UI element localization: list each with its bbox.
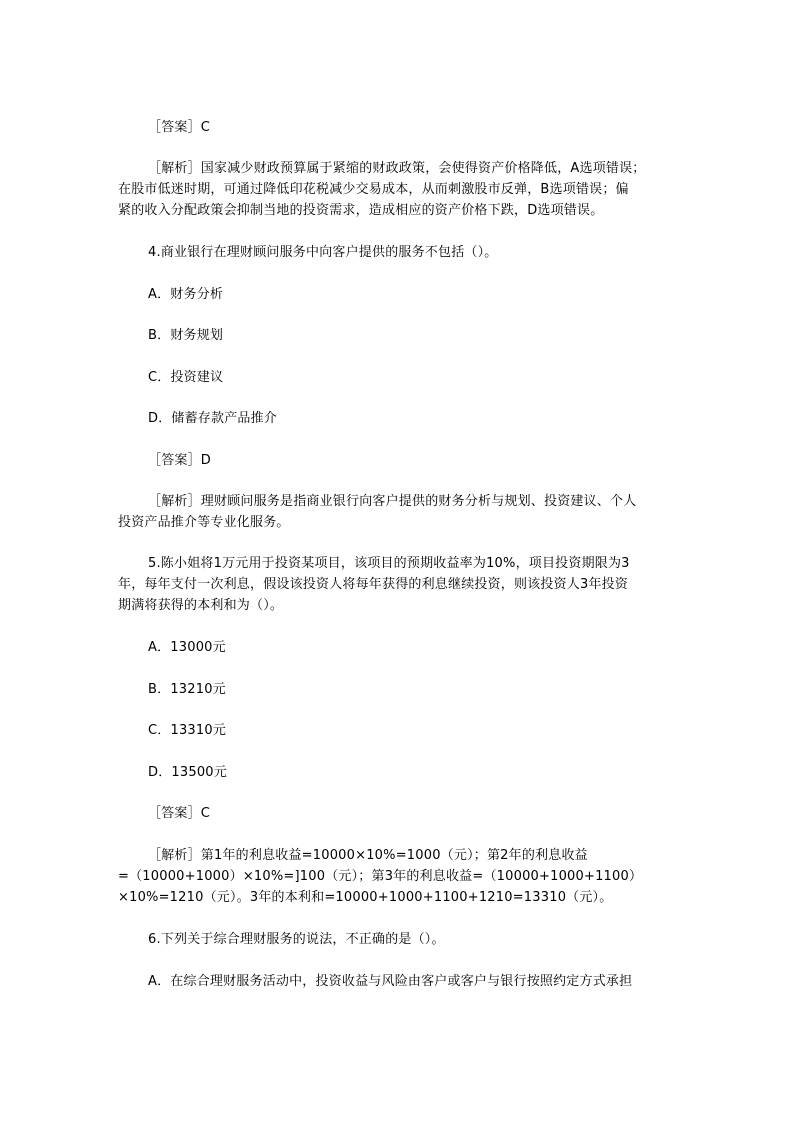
option-a: A．在综合理财服务活动中，投资收益与风险由客户或客户与银行按照约定方式承担 bbox=[148, 974, 633, 989]
option-a: A．财务分析 bbox=[148, 287, 224, 302]
question-text: 期满将获得的本利和为（）。 bbox=[118, 598, 284, 613]
analysis-line: ［解析］国家减少财政预算属于紧缩的财政政策，会使得资产价格降低，A选项错误； bbox=[148, 161, 646, 176]
answer-line: ［答案］D bbox=[148, 453, 212, 468]
analysis-line: ［解析］第1年的利息收益=10000×10%=1000（元）；第2年的利息收益 bbox=[148, 848, 588, 863]
option-c: C．投资建议 bbox=[148, 370, 224, 385]
analysis-line: 在股市低迷时期，可通过降低印花税减少交易成本，从而刺激股市反弹，B选项错误；偏 bbox=[118, 182, 629, 197]
question-text: 5.陈小姐将1万元用于投资某项目，该项目的预期收益率为10%，项目投资期限为3 bbox=[148, 556, 630, 571]
option-b: B．13210元 bbox=[148, 682, 226, 697]
analysis-line: ×10%=1210（元）。3年的本利和=10000+1000+1100+1210=13310（元）。 bbox=[118, 890, 613, 905]
option-b: B．财务规划 bbox=[148, 328, 224, 343]
option-d: D．储蓄存款产品推介 bbox=[148, 411, 278, 426]
analysis-line: ［解析］理财顾问服务是指商业银行向客户提供的财务分析与规划、投资建议、个人 bbox=[148, 494, 637, 509]
option-a: A．13000元 bbox=[148, 640, 226, 655]
option-c: C．13310元 bbox=[148, 723, 227, 738]
question-text: 年，每年支付一次利息，假设该投资人将每年获得的利息继续投资，则该投资人3年投资 bbox=[118, 577, 629, 592]
option-d: D．13500元 bbox=[148, 765, 227, 780]
analysis-line: =（10000+1000）×10%=]100（元）；第3年的利息收益=（10000+1000+1100） bbox=[118, 869, 643, 884]
answer-line: ［答案］C bbox=[148, 120, 211, 135]
answer-line: ［答案］C bbox=[148, 806, 211, 821]
analysis-line: 紧的收入分配政策会抑制当地的投资需求，造成相应的资产价格下跌，D选项错误。 bbox=[118, 203, 604, 218]
analysis-line: 投资产品推介等专业化服务。 bbox=[118, 515, 290, 530]
question-text: 6.下列关于综合理财服务的说法，不正确的是（）。 bbox=[148, 932, 445, 947]
question-text: 4.商业银行在理财顾问服务中向客户提供的服务不包括（）。 bbox=[148, 245, 498, 260]
